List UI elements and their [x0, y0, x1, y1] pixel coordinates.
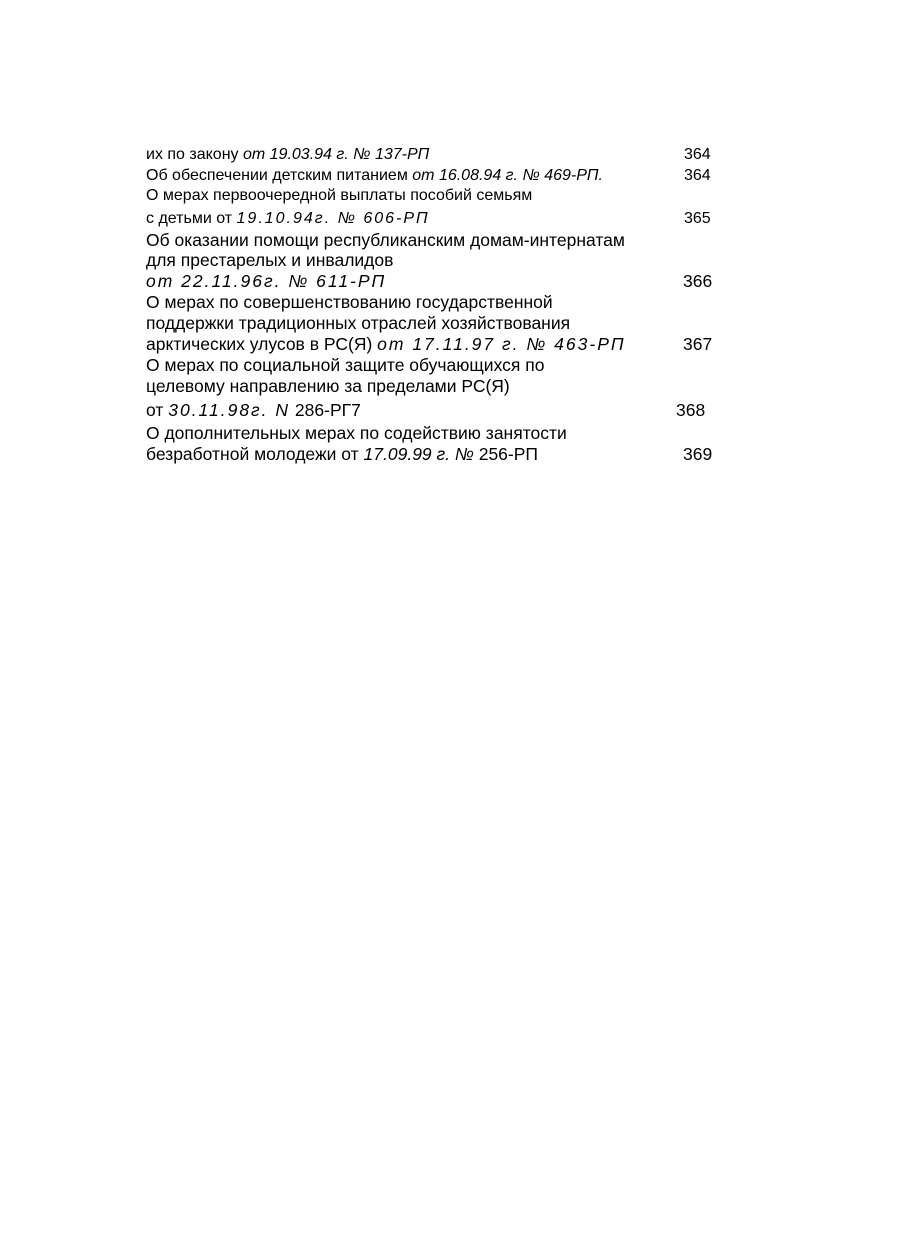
- toc-entry-text: Об оказании помощи республиканским домам-интернатам: [146, 230, 625, 250]
- toc-entry-text: Об обеспечении детским питанием: [146, 167, 413, 184]
- toc-entry-title: [146, 168, 603, 184]
- toc-entry-document-number: 286-РГ7: [290, 400, 361, 420]
- toc-page-number: 367: [683, 334, 713, 354]
- toc-entry-text: целевому направлению за пределами РС(Я): [146, 376, 510, 396]
- toc-entry-title: [146, 188, 532, 204]
- toc-page-number: 368: [676, 400, 706, 420]
- toc-entry-document-ref: от 19.03.94 г. № 137-РП: [242, 146, 430, 163]
- toc-entry-text: от: [146, 400, 169, 420]
- toc-entry-title: [146, 446, 538, 464]
- toc-entry-text: для престарелых и инвалидов: [146, 250, 394, 270]
- toc-entry-title: [146, 147, 429, 163]
- toc-entry-title: [146, 357, 544, 375]
- toc-entry-title: [146, 232, 625, 250]
- toc-entry-text: с детьми от: [146, 210, 237, 227]
- toc-entry-text: О мерах по совершенствованию государственной: [146, 292, 553, 312]
- toc-entry-document-number: 256-РП: [473, 444, 538, 464]
- toc-entry-text: их по закону: [146, 146, 243, 163]
- toc-entry-document-ref: 17.09.99 г. №: [363, 444, 474, 464]
- toc-entry-title: [146, 294, 553, 312]
- toc-entry-document-ref: от 17.11.97 г. № 463-РП: [377, 334, 626, 354]
- toc-entry-text: поддержки традиционных отраслей хозяйствования: [146, 313, 571, 333]
- toc-entry-text: О мерах первоочередной выплаты пособий семьям: [146, 187, 533, 204]
- toc-page-number: 364: [684, 146, 711, 163]
- toc-entry-title: [146, 378, 510, 396]
- toc-entry-title: [146, 425, 567, 443]
- toc-entry-title: [146, 211, 430, 227]
- toc-entry-document-ref: от 16.08.94 г. № 469-РП.: [412, 167, 603, 184]
- toc-entry-document-ref: 19.10.94г. № 606-РП: [236, 210, 430, 227]
- toc-entry-text: арктических улусов в РС(Я): [146, 334, 378, 354]
- toc-entry-document-ref: от 22.11.96г. № 611-РП: [146, 271, 387, 291]
- toc-entry-title: [146, 315, 570, 333]
- toc-entry-title: [146, 336, 626, 354]
- toc-page-number: 366: [683, 271, 713, 291]
- toc-entry-title: [146, 252, 393, 270]
- toc-entry-title: [146, 273, 386, 291]
- toc-page-number: 364: [684, 167, 711, 184]
- toc-entry-text: О дополнительных мерах по содействию занятости: [146, 423, 567, 443]
- toc-page-number: 365: [684, 210, 711, 227]
- toc-entry-document-ref: 30.11.98г. N: [168, 400, 291, 420]
- toc-entry-text: О мерах по социальной защите обучающихся по: [146, 355, 545, 375]
- toc-entry-title: [146, 402, 361, 420]
- toc-page-number: 369: [683, 444, 713, 464]
- toc-entry-text: безработной молодежи от: [146, 444, 364, 464]
